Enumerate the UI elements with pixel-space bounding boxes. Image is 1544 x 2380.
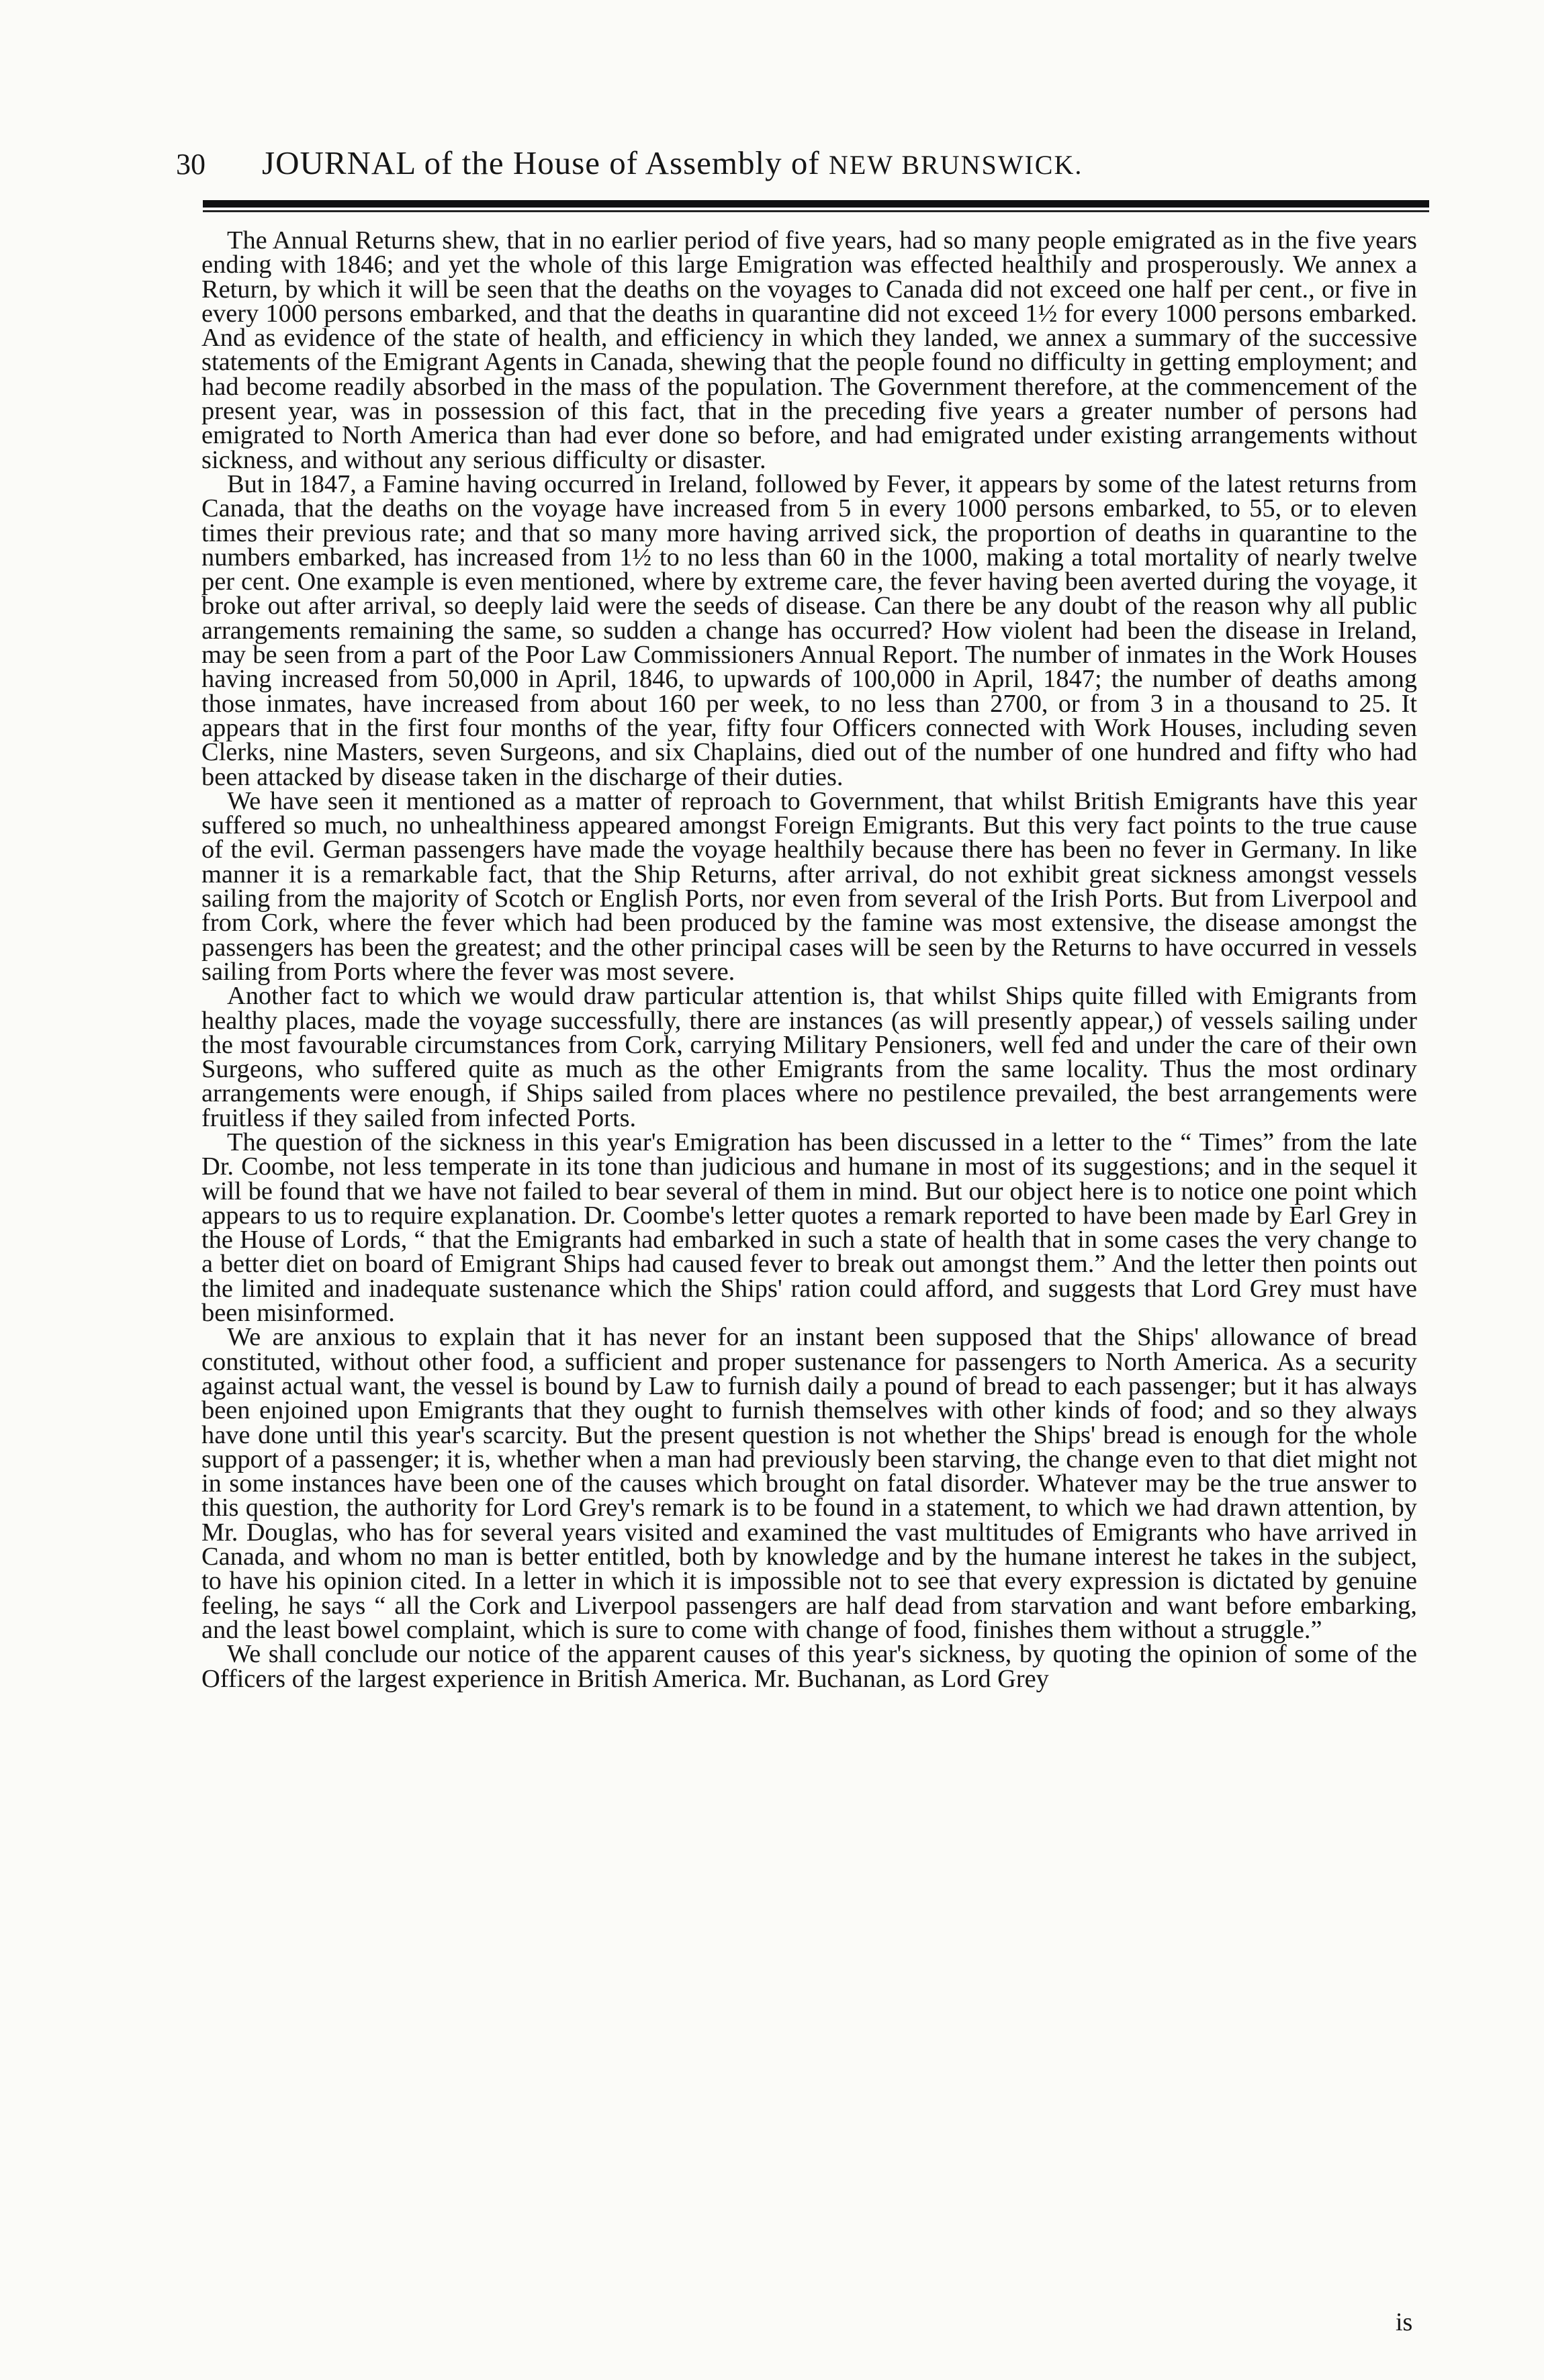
page-header	[176, 144, 1398, 191]
running-head-caps: NEW BRUNSWICK.	[828, 150, 1083, 180]
running-head-main: JOURNAL of the House of Assembly of	[262, 144, 829, 181]
running-head	[262, 144, 1083, 182]
paragraph-famine-1847: But in 1847, a Famine having occurred in Ireland, followed by Fever, it appears by some of the latest returns from Canada, that the deaths on the voyage have increased from 5 in every 1000 persons embarked, to 55, or to eleven times their previous rate; and that so many more having arrived sick, the proportion of deaths in quarantine to the numbers embarked, has increased from 1½ to no less than 60 in the 1000, making a total mortality of nearly twelve per cent. One example is even mentioned, where by extreme care, the fever having been averted during the voyage, it broke out after arrival, so deeply laid were the seeds of disease. Can there be any doubt of the reason why all public arrangements remaining the same, so sudden a change has occurred? How violent had been the disease in Ireland, may be seen from a part of the Poor Law Commissioners Annual Report. The number of inmates in the Work Houses having increased from 50,000 in April, 1846, to upwards of 100,000 in April, 1847; the number of deaths among those inmates, have increased from about 160 per week, to no less than 2700, or from 3 in a thousand to 25. It appears that in the first four months of the year, fifty four Officers connected with Work Houses, including seven Clerks, nine Masters, seven Surgeons, and six Chaplains, died out of the number of one hundred and fifty who had been attacked by disease taken in the discharge of their duties.	[201, 469, 1417, 791]
paragraph-ships-allowance: We are anxious to explain that it has never for an instant been supposed that the Ships' allowance of bread constituted, without other food, a sufficient and proper sustenance for passengers to North America. As a security against actual want, the vessel is bound by Law to furnish daily a pound of bread to each passenger; but it has always been enjoined upon Emigrants that they ought to furnish themselves with other kinds of food; and so they always have done until this year's scarcity. But the present question is not whether the Ships' bread is enough for the whole support of a passenger; it is, whether when a man had previously been starving, the change even to that diet might not in some instances have been one of the causes which brought on fatal disorder. Whatever may be the true answer to this question, the authority for Lord Grey's remark is to be found in a statement, to which we had drawn attention, by Mr. Douglas, who has for several years visited and examined the vast multitudes of Emigrants who have arrived in Canada, and whom no man is better entitled, both by knowledge and by the humane interest he takes in the subject, to have his opinion cited. In a letter in which it is impossible not to see that every expression is dictated by genuine feeling, he says “ all the Cork and Liverpool passengers are half dead from starvation and want before embarking, and the least bowel complaint, which is sure to come with change of food, finishes them without a struggle.”	[201, 1323, 1417, 1644]
paragraph-foreign-emigrants: We have seen it mentioned as a matter of reproach to Government, that whilst British Emigrants have this year suffered so much, no unhealthiness appeared amongst Foreign Emigrants. But this very fact points to the true cause of the evil. German passengers have made the voyage healthily because there has been no fever in Germany. In like manner it is a remarkable fact, that the Ship Returns, after arrival, do not exhibit great sickness amongst vessels sailing from the majority of Scotch or English Ports, nor even from several of the Irish Ports. But from Liverpool and from Cork, where the fever which had been produced by the famine was most extensive, the disease amongst the passengers has been the greatest; and the other principal cases will be seen by the Returns to have occurred in vessels sailing from Ports where the fever was most severe.	[201, 786, 1417, 986]
paragraph-another-fact: Another fact to which we would draw particular attention is, that whilst Ships quite filled with Emigrants from healthy places, made the voyage successfully, there are instances (as will presently appear,) of vessels sailing under the most favourable circumstances from Cork, carrying Military Pensioners, well fed and under the care of their own Surgeons, who suffered quite as much as the other Emigrants from the same locality. Thus the most ordinary arrangements were enough, if Ships sailed from places where no pestilence prevailed, the best arrangements were fruitless if they sailed from infected Ports.	[201, 982, 1417, 1132]
header-rule-thin	[203, 210, 1429, 212]
catchword: is	[1396, 2308, 1413, 2336]
header-rule	[203, 200, 1429, 208]
paragraph-times-letter: The question of the sickness in this year's Emigration has been discussed in a letter to the “ Times” from the late Dr. Coombe, not less temperate in its tone than judicious and humane in most of its suggestions; and in the sequel it will be found that we have not failed to bear several of them in mind. But our object here is to notice one point which appears to us to require explanation. Dr. Coombe's letter quotes a remark reported to have been made by Earl Grey in the House of Lords, “ that the Emigrants had embarked in such a state of health that in some cases the very change to a better diet on board of Emigrant Ships had caused fever to break out amongst them.” And the letter then points out the limited and inadequate sustenance which the Ships' ration could afford, and suggests that Lord Grey must have been misinformed.	[201, 1128, 1417, 1328]
paragraph-conclusion: We shall conclude our notice of the apparent causes of this year's sickness, by quoting the opinion of some of the Officers of the largest experience in British America. Mr. Buchanan, as Lord Grey	[201, 1640, 1417, 1693]
page-number: 30	[176, 148, 206, 181]
article-body	[201, 228, 1417, 2350]
paragraph-annual-returns: The Annual Returns shew, that in no earlier period of five years, had so many people emigrated as in the five years ending with 1846; and yet the whole of this large Emigration was effected healthily and prosperously. We annex a Return, by which it will be seen that the deaths on the voyages to Canada did not exceed one half per cent., or five in every 1000 persons embarked, and that the deaths in quarantine did not exceed 1½ for every 1000 persons embarked. And as evidence of the state of health, and efficiency in which they landed, we annex a summary of the successive statements of the Emigrant Agents in Canada, shewing that the people found no difficulty in getting employment; and had become readily absorbed in the mass of the population. The Government therefore, at the commencement of the present year, was in possession of this fact, that in the preceding five years a greater number of persons had emigrated to North America than had ever done so before, and had emigrated under existing arrangements without sickness, and without any serious difficulty or disaster.	[201, 228, 1417, 474]
